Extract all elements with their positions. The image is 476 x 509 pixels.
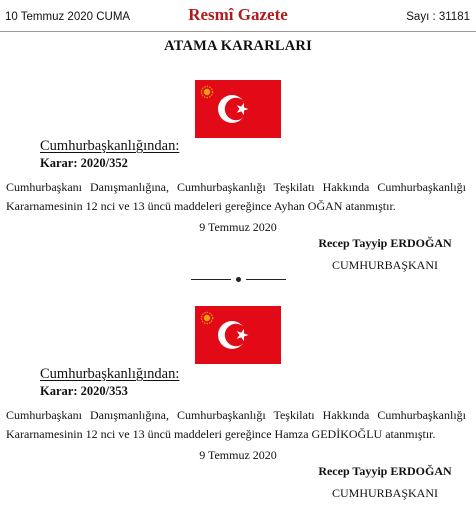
issue-number: Sayı : 31181	[406, 11, 470, 23]
separator-dot	[236, 277, 241, 282]
signatory-name: Recep Tayyip ERDOĞAN	[318, 236, 452, 250]
decision-number: Karar: 2020/352	[40, 156, 128, 170]
decision-number: Karar: 2020/353	[40, 384, 128, 398]
decision-authority: Cumhurbaşkanlığından:	[40, 366, 180, 382]
separator-line-right	[246, 279, 286, 280]
presidential-flag-icon	[195, 80, 281, 138]
gazette-title: Resmî Gazete	[188, 5, 288, 24]
signatory-name: Recep Tayyip ERDOĞAN	[318, 464, 452, 478]
separator-line-left	[191, 279, 231, 280]
decision-date: 9 Temmuz 2020	[199, 220, 277, 234]
issue-date: 10 Temmuz 2020 CUMA	[5, 11, 131, 23]
header-divider	[0, 31, 476, 32]
signatory-role: CUMHURBAŞKANI	[331, 258, 438, 272]
presidential-flag-icon	[195, 306, 281, 364]
decision-date: 9 Temmuz 2020	[199, 448, 277, 462]
decision-authority: Cumhurbaşkanlığından:	[40, 138, 180, 154]
decision-text: Cumhurbaşkanı Danışmanlığına, Cumhurbaşkanlığı Teşkilatı Hakkında Cumhurbaşkanlığı Kararnamesinin 12 nci ve 13 üncü maddeleri gereğince Hamza GEDİKOĞLU atanmıştır.	[6, 408, 466, 441]
signatory-role: CUMHURBAŞKANI	[331, 486, 438, 500]
section-separator	[0, 271, 476, 285]
section-title: ATAMA KARARLARI	[164, 38, 312, 54]
decision-text: Cumhurbaşkanı Danışmanlığına, Cumhurbaşkanlığı Teşkilatı Hakkında Cumhurbaşkanlığı Kararnamesinin 12 nci ve 13 üncü maddeleri gereğince Ayhan OĞAN atanmıştır.	[6, 180, 466, 213]
gazette-header	[0, 0, 476, 34]
